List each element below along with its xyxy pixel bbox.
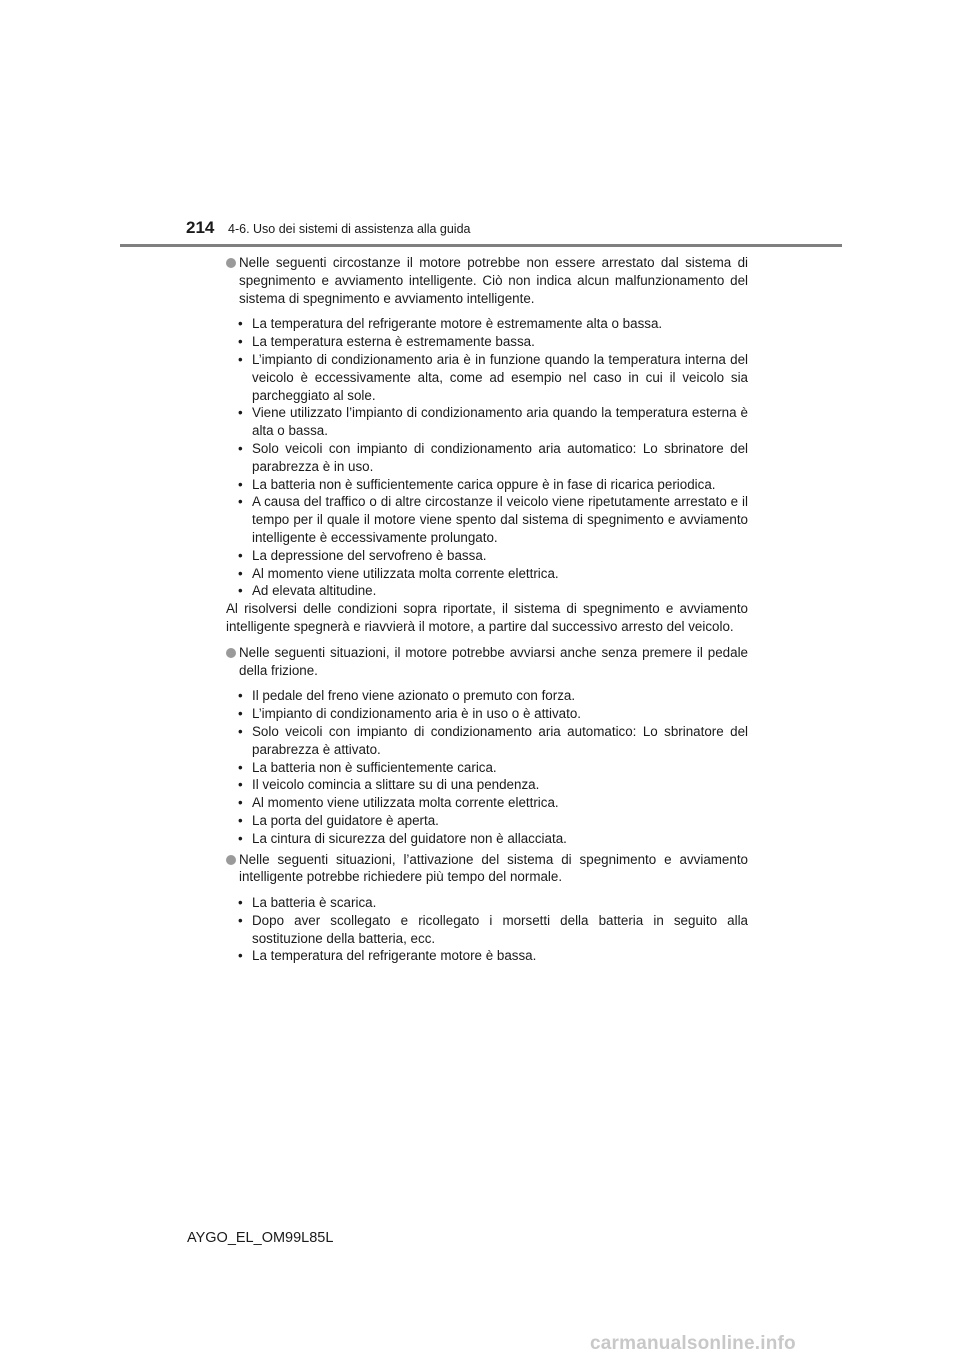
list-item: • Il pedale del freno viene azionato o premuto con forza. bbox=[238, 688, 576, 704]
list-bullet: • bbox=[238, 723, 243, 739]
intro-text: Nelle seguenti situazioni, il motore potrebbe avviarsi anche senza premere il pedale della frizione. bbox=[239, 644, 748, 678]
list-bullet: • bbox=[238, 565, 243, 581]
list-bullet: • bbox=[238, 476, 243, 492]
list-bullet: • bbox=[238, 351, 243, 367]
list-bullet: • bbox=[238, 912, 243, 928]
list-item: • La batteria non è sufficientemente carica oppure è in fase di ricarica periodica. bbox=[238, 476, 716, 492]
list-item: • La porta del guidatore è aperta. bbox=[238, 812, 439, 828]
list-item: • A causa del traffico o di altre circostanze il veicolo viene ripetutamente arrestato e il tempo per il quale il motore viene spento dal sistema di spegnimento e avviamento intelligente è eccessivamente prolungato. bbox=[238, 494, 748, 545]
section-note: Al risolversi delle condizioni sopra riportate, il sistema di spegnimento e avviamento intelligente spegnerà e riavvierà il motore, a partire dal successivo arresto del veicolo. bbox=[226, 601, 748, 634]
list-bullet: • bbox=[238, 334, 243, 350]
list-bullet: • bbox=[238, 494, 243, 510]
page-number: 214 bbox=[186, 218, 215, 237]
list-item: • Al momento viene utilizzata molta corrente elettrica. bbox=[238, 795, 559, 811]
list-bullet: • bbox=[238, 830, 243, 846]
condition-list bbox=[226, 894, 748, 965]
circle-bullet-icon bbox=[226, 258, 236, 268]
list-item: • La temperatura esterna è estremamente bassa. bbox=[238, 334, 535, 350]
circle-bullet-icon bbox=[226, 855, 236, 865]
section-intro bbox=[226, 644, 748, 680]
watermark: carmanualsonline.info bbox=[590, 1333, 796, 1354]
circle-bullet-icon bbox=[226, 648, 236, 658]
list-item: • Al momento viene utilizzata molta corrente elettrica. bbox=[238, 565, 559, 581]
list-item: • L’impianto di condizionamento aria è in funzione quando la temperatura interna del veicolo è eccessivamente alta, come ad esempio nel caso in cui il veicolo sia parcheggiato al sole. bbox=[238, 351, 748, 403]
list-bullet: • bbox=[238, 795, 243, 811]
list-item: • La cintura di sicurezza del guidatore non è allacciata. bbox=[238, 830, 567, 846]
list-item: • Dopo aver scollegato e ricollegato i morsetti della batteria in seguito alla sostituzione della batteria, ecc. bbox=[238, 912, 748, 946]
list-bullet: • bbox=[238, 316, 243, 332]
list-item: • La temperatura del refrigerante motore è bassa. bbox=[238, 948, 537, 964]
list-item: • Viene utilizzato l’impianto di condizionamento aria quando la temperatura esterna è alta o bassa. bbox=[238, 405, 748, 439]
list-item: • La batteria è scarica. bbox=[238, 895, 377, 911]
list-bullet: • bbox=[238, 706, 243, 722]
list-item: • La depressione del servofreno è bassa. bbox=[238, 547, 487, 563]
list-item: • L’impianto di condizionamento aria è in uso o è attivato. bbox=[238, 706, 582, 722]
list-bullet: • bbox=[238, 583, 243, 599]
page-content bbox=[226, 254, 748, 965]
list-item: • La batteria non è sufficientemente carica. bbox=[238, 759, 497, 775]
intro-text: Nelle seguenti circostanze il motore potrebbe non essere arrestato dal sistema di spegnimento e avviamento intelligente. Ciò non indica alcun malfunzionamento del sistema di spegnimento e avviamento intelligente. bbox=[239, 255, 748, 306]
list-bullet: • bbox=[238, 777, 243, 793]
list-item: • La temperatura del refrigerante motore è estremamente alta o bassa. bbox=[238, 316, 663, 332]
list-bullet: • bbox=[238, 440, 243, 456]
condition-list bbox=[226, 315, 748, 600]
list-bullet: • bbox=[238, 759, 243, 775]
document-code: AYGO_EL_OM99L85L bbox=[187, 1230, 334, 1246]
list-bullet: • bbox=[238, 895, 243, 911]
section-title: 4-6. Uso dei sistemi di assistenza alla guida bbox=[228, 222, 471, 236]
section-intro bbox=[226, 851, 748, 887]
list-item: • Solo veicoli con impianto di condizionamento aria automatico: Lo sbrinatore del parabrezza è in uso. bbox=[238, 440, 748, 474]
list-bullet: • bbox=[238, 812, 243, 828]
list-item: • Solo veicoli con impianto di condizionamento aria automatico: Lo sbrinatore del parabrezza è attivato. bbox=[238, 723, 748, 757]
intro-text: Nelle seguenti situazioni, l’attivazione del sistema di spegnimento e avviamento intelligente potrebbe richiedere più tempo del normale. bbox=[239, 851, 748, 885]
list-item: • Il veicolo comincia a slittare su di una pendenza. bbox=[238, 777, 540, 793]
list-item: • Ad elevata altitudine. bbox=[238, 583, 377, 599]
list-bullet: • bbox=[238, 405, 243, 421]
list-bullet: • bbox=[238, 547, 243, 563]
list-bullet: • bbox=[238, 948, 243, 964]
list-bullet: • bbox=[238, 688, 243, 704]
section-intro bbox=[226, 254, 748, 307]
condition-list bbox=[226, 687, 748, 847]
header-divider bbox=[120, 244, 842, 247]
